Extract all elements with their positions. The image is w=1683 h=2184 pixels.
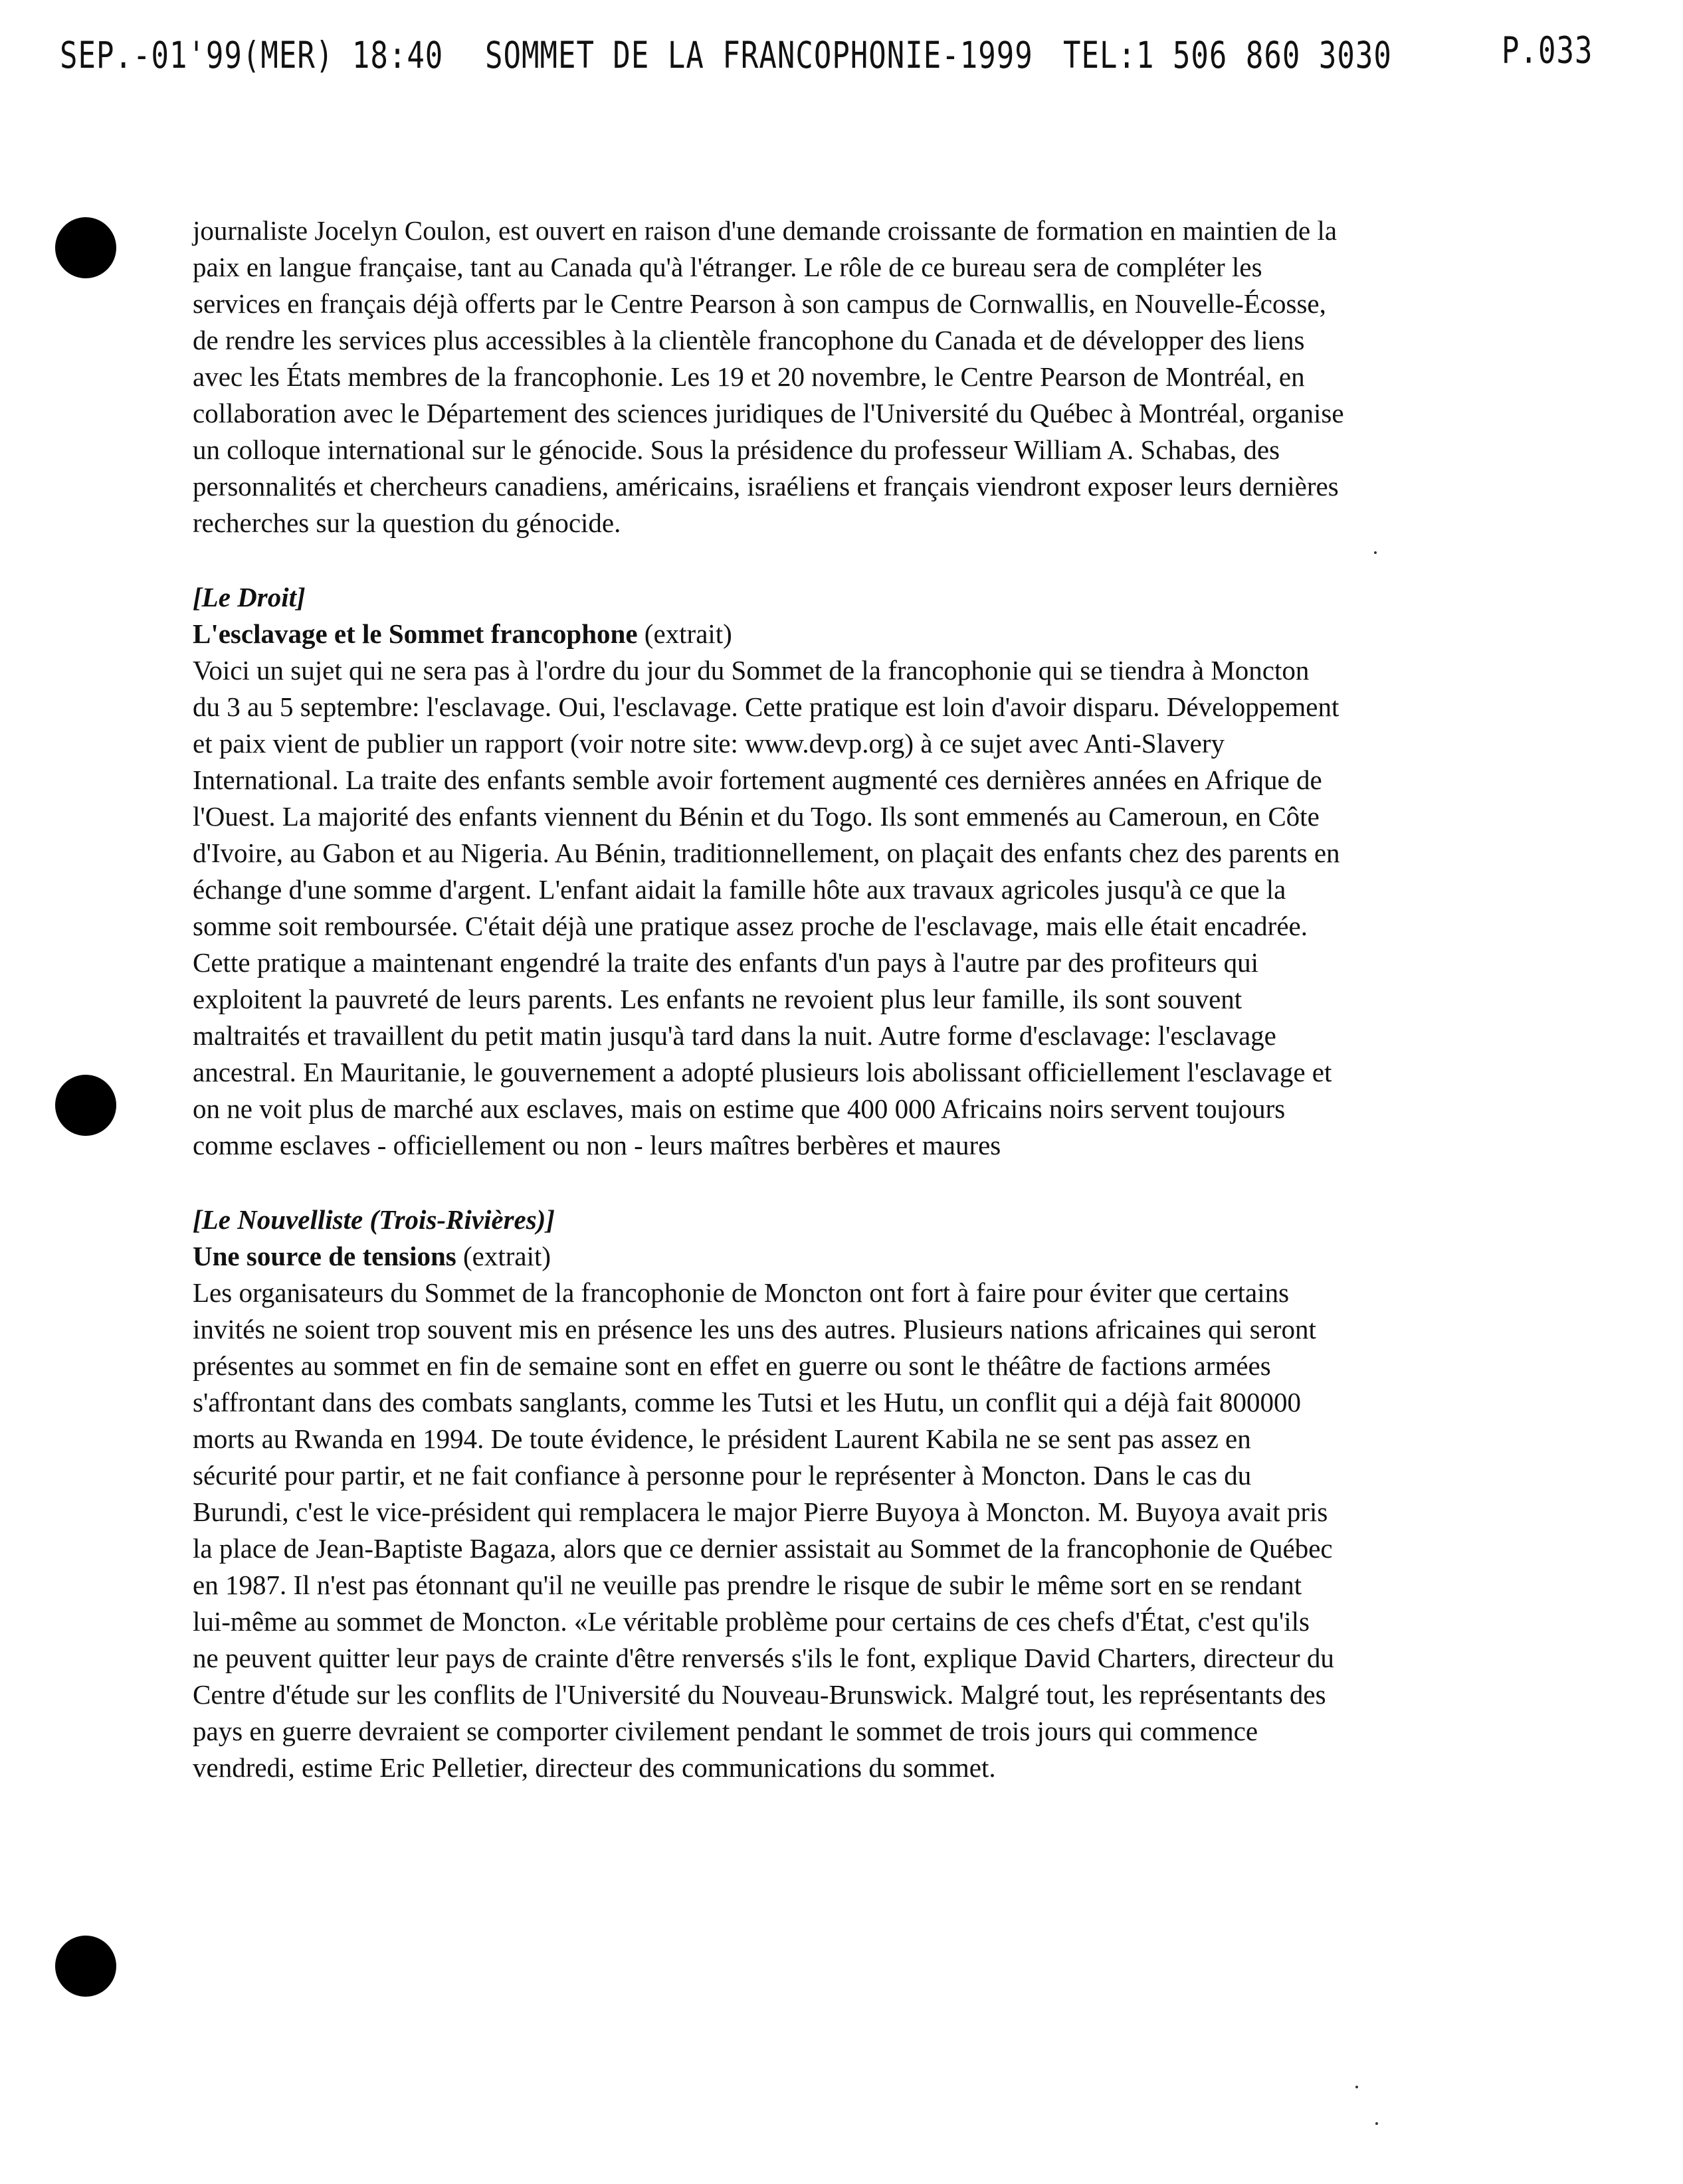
text-line: d'Ivoire, au Gabon et au Nigeria. Au Bénin, traditionnellement, on plaçait des enfants chez des parents en xyxy=(193,838,1340,868)
text-line: Centre d'étude sur les conflits de l'Université du Nouveau-Brunswick. Malgré tout, les représentants des xyxy=(193,1679,1326,1710)
text-line: échange d'une somme d'argent. L'enfant aidait la famille hôte aux travaux agricoles jusqu'à ce que la xyxy=(193,874,1286,905)
text-line: Cette pratique a maintenant engendré la traite des enfants d'un pays à l'autre par des profiteurs qui xyxy=(193,947,1259,978)
intro-paragraph xyxy=(193,213,1508,541)
headline-text: Une source de tensions xyxy=(193,1241,456,1271)
article-source: [Le Nouvelliste (Trois-Rivières)] xyxy=(193,1204,555,1235)
article-source: [Le Droit] xyxy=(193,582,306,612)
text-line: et paix vient de publier un rapport (voir notre site: www.devp.org) à ce sujet avec Anti-Slavery xyxy=(193,728,1225,759)
document-body xyxy=(193,213,1508,1786)
article-headline xyxy=(193,616,1508,652)
text-line: s'affrontant dans des combats sanglants, comme les Tutsi et les Hutu, un conflit qui a déjà fait 800000 xyxy=(193,1387,1302,1417)
text-line: International. La traite des enfants semble avoir fortement augmenté ces dernières années en Afrique de xyxy=(193,765,1322,795)
article-body xyxy=(193,1275,1508,1786)
text-line: invités ne soient trop souvent mis en présence les uns des autres. Plusieurs nations africaines qui seront xyxy=(193,1314,1316,1344)
text-line: sécurité pour partir, et ne fait confiance à personne pour le représenter à Moncton. Dans le cas du xyxy=(193,1460,1252,1491)
text-line: la place de Jean-Baptiste Bagaza, alors que ce dernier assistait au Sommet de la francophonie de Québec xyxy=(193,1533,1333,1564)
text-line: personnalités et chercheurs canadiens, américains, israéliens et français viendront exposer leurs dernières xyxy=(193,471,1339,501)
text-line: l'Ouest. La majorité des enfants viennent du Bénin et du Togo. Ils sont emmenés au Cameroun, en Côte xyxy=(193,801,1320,832)
text-line: collaboration avec le Département des sciences juridiques de l'Université du Québec à Montréal, organise xyxy=(193,398,1344,428)
text-line: vendredi, estime Eric Pelletier, directeur des communications du sommet. xyxy=(193,1752,996,1783)
text-line: morts au Rwanda en 1994. De toute évidence, le président Laurent Kabila ne se sent pas assez en xyxy=(193,1423,1251,1454)
fax-header xyxy=(60,29,1608,93)
punch-hole-middle xyxy=(55,1075,116,1136)
text-line: Burundi, c'est le vice-président qui remplacera le major Pierre Buyoya à Moncton. M. Buyoya avait pris xyxy=(193,1497,1328,1527)
article-body xyxy=(193,652,1508,1164)
text-line: maltraités et travaillent du petit matin jusqu'à tard dans la nuit. Autre forme d'esclavage: l'esclavage xyxy=(193,1020,1276,1051)
text-line: Les organisateurs du Sommet de la francophonie de Moncton ont fort à faire pour éviter que certains xyxy=(193,1277,1290,1308)
text-line: de rendre les services plus accessibles à la clientèle francophone du Canada et de développer des liens xyxy=(193,325,1305,355)
fax-page-number: P.033 xyxy=(1502,29,1593,72)
text-line: comme esclaves - officiellement ou non - leurs maîtres berbères et maures xyxy=(193,1130,1001,1160)
text-line: paix en langue française, tant au Canada qu'à l'étranger. Le rôle de ce bureau sera de compléter les xyxy=(193,252,1262,282)
text-line: du 3 au 5 septembre: l'esclavage. Oui, l'esclavage. Cette pratique est loin d'avoir disparu. Développement xyxy=(193,691,1339,722)
text-line: ancestral. En Mauritanie, le gouvernement a adopté plusieurs lois abolissant officiellement l'esclavage et xyxy=(193,1057,1332,1087)
fax-telephone: TEL:1 506 860 3030 xyxy=(1063,35,1392,77)
headline-note: (extrait) xyxy=(644,618,732,649)
text-line: avec les États membres de la francophonie. Les 19 et 20 novembre, le Centre Pearson de Montréal, en xyxy=(193,361,1305,392)
scan-speck xyxy=(1355,2086,1358,2088)
text-line: ne peuvent quitter leur pays de crainte d'être renversés s'ils le font, explique David Charters, directeur du xyxy=(193,1643,1334,1673)
headline-text: L'esclavage et le Sommet francophone xyxy=(193,618,638,649)
punch-hole-top xyxy=(55,217,116,278)
fax-date: SEP.-01'99(MER) 18:40 xyxy=(60,35,444,77)
article-le-nouvelliste xyxy=(193,1202,1508,1786)
text-line: présentes au sommet en fin de semaine sont en effet en guerre ou sont le théâtre de factions armées xyxy=(193,1350,1271,1381)
fax-sender-title: SOMMET DE LA FRANCOPHONIE-1999 xyxy=(485,35,1033,77)
text-line: lui-même au sommet de Moncton. «Le véritable problème pour certains de ces chefs d'État, c'est qu'ils xyxy=(193,1606,1310,1637)
text-line: recherches sur la question du génocide. xyxy=(193,507,621,538)
text-line: pays en guerre devraient se comporter civilement pendant le sommet de trois jours qui commence xyxy=(193,1716,1258,1746)
article-le-droit xyxy=(193,579,1508,1164)
article-headline xyxy=(193,1238,1508,1275)
text-line: en 1987. Il n'est pas étonnant qu'il ne veuille pas prendre le risque de subir le même sort en se rendant xyxy=(193,1570,1302,1600)
text-line: un colloque international sur le génocide. Sous la présidence du professeur William A. Schabas, des xyxy=(193,434,1280,465)
headline-note: (extrait) xyxy=(462,1241,551,1271)
text-line: exploitent la pauvreté de leurs parents. Les enfants ne revoient plus leur famille, ils sont souvent xyxy=(193,984,1242,1014)
text-line: Voici un sujet qui ne sera pas à l'ordre du jour du Sommet de la francophonie qui se tiendra à Moncton xyxy=(193,655,1310,685)
text-line: on ne voit plus de marché aux esclaves, mais on estime que 400 000 Africains noirs servent toujours xyxy=(193,1093,1286,1124)
text-line: somme soit remboursée. C'était déjà une pratique assez proche de l'esclavage, mais elle était encadrée. xyxy=(193,911,1308,941)
punch-hole-bottom xyxy=(55,1936,116,1997)
text-line: journaliste Jocelyn Coulon, est ouvert en raison d'une demande croissante de formation en maintien de la xyxy=(193,215,1337,246)
text-line: services en français déjà offerts par le Centre Pearson à son campus de Cornwallis, en Nouvelle-Écosse, xyxy=(193,288,1326,319)
scan-speck xyxy=(1375,2122,1378,2125)
